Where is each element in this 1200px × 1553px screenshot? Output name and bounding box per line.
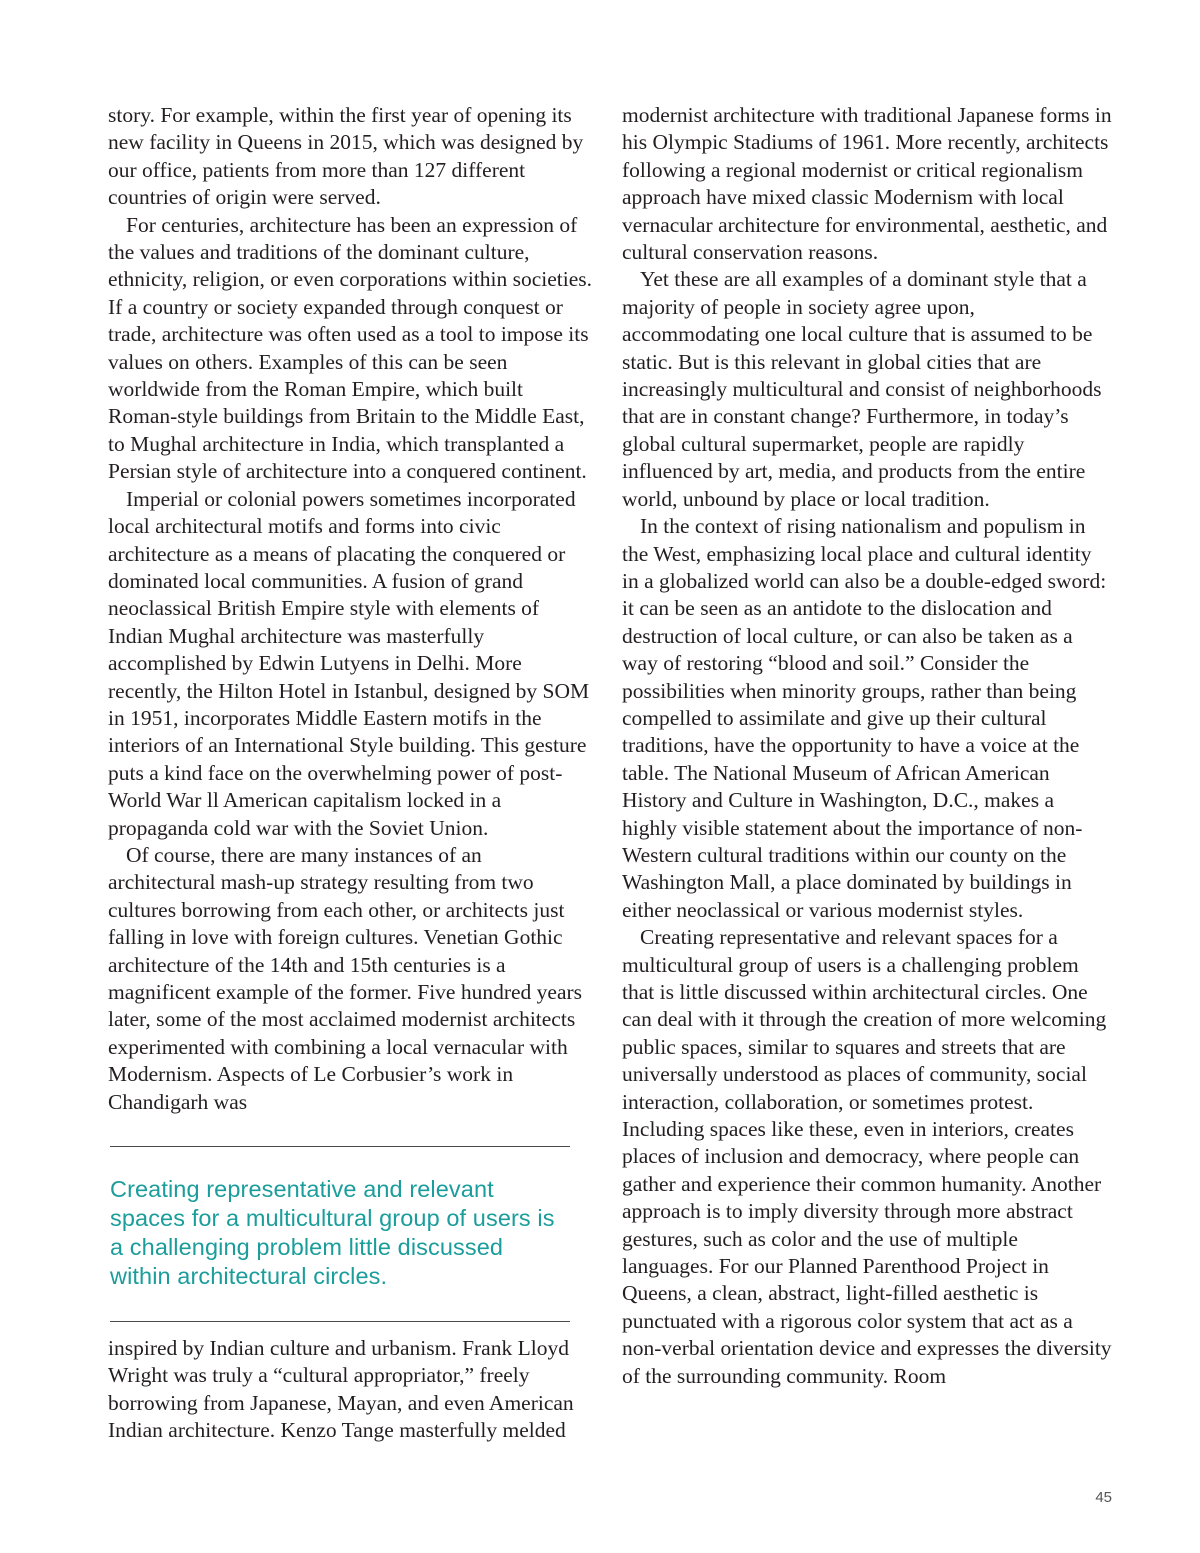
pull-quote-text: Creating representative and relevant spaces for a multicultural group of users is a challenging problem little discussed within architectural circles.	[110, 1176, 555, 1289]
pull-quote	[110, 1146, 570, 1322]
body-paragraph: Of course, there are many instances of an architectural mash-up strategy resulting from two cultures borrowing from each other, or architects just falling in love with foreign cultures. Venetian Gothic architecture of the 14th and 15th centuries is a magnificent example of the former. Five hundred years later, some of the most acclaimed modernist architects experimented with combining a local vernacular with Modernism. Aspects of Le Corbusier’s work in Chandigarh was	[108, 842, 583, 1114]
body-paragraph: inspired by Indian culture and urbanism. Frank Lloyd Wright was truly a “cultural appropriator,” freely borrowing from Japanese, Mayan, and even American Indian architecture. Kenzo Tange masterfully melded	[108, 1336, 574, 1443]
body-paragraph: modernist architecture with traditional Japanese forms in his Olympic Stadiums of 1961. More recently, architects following a regional modernist or critical regionalism approach have mixed classic Modernism with local vernacular architecture for environmental, aesthetic, and cultural conservation reasons.	[622, 103, 1112, 265]
left-column-continuation	[108, 1335, 584, 1445]
body-paragraph: Imperial or colonial powers sometimes incorporated local architectural motifs and forms into civic architecture as a means of placating the conquered or dominated local communities. A fusion of grand neoclassical British Empire style with elements of Indian Mughal architecture was masterfully accomplished by Edwin Lutyens in Delhi. More recently, the Hilton Hotel in Istanbul, designed by SOM in 1951, incorporates Middle Eastern motifs in the interiors of an International Style building. This gesture puts a kind face on the overwhelming power of post-World War ll American capitalism locked in a propaganda cold war with the Soviet Union.	[108, 486, 590, 840]
body-paragraph: Yet these are all examples of a dominant style that a majority of people in society agree upon, accommodating one local culture that is assumed to be static. But is this relevant in global cities that are increasingly multicultural and consist of neighborhoods that are in constant change? Furthermore, in today’s global cultural supermarket, people are rapidly influenced by art, media, and products from the entire world, unbound by place or local tradition.	[622, 267, 1102, 511]
body-paragraph: In the context of rising nationalism and populism in the West, emphasizing local place and cultural identity in a globalized world can also be a double-edged sword: it can be seen as an antidote to the dislocation and destruction of local culture, or can also be taken as a way of restoring “blood and soil.” Consider the possibilities when minority groups, rather than being compelled to assimilate and give up their cultural traditions, have the opportunity to have a voice at the table. The National Museum of African American History and Culture in Washington, D.C., makes a highly visible statement about the importance of non-Western cultural traditions within our county on the Washington Mall, a place dominated by buildings in either neoclassical or various modernist styles.	[622, 514, 1107, 922]
body-paragraph: story. For example, within the first year of opening its new facility in Queens in 2015, which was designed by our office, patients from more than 127 different countries of origin were served.	[108, 103, 584, 210]
right-column	[622, 102, 1112, 1390]
body-paragraph: For centuries, architecture has been an expression of the values and traditions of the dominant culture, ethnicity, religion, or even corporations within societies. If a country or society expanded through conquest or trade, architecture was often used as a tool to impose its values on others. Examples of this can be seen worldwide from the Roman Empire, which built Roman-style buildings from Britain to the Middle East, to Mughal architecture in India, which transplanted a Persian style of architecture into a conquered continent.	[108, 212, 593, 484]
left-column	[108, 102, 594, 1116]
body-paragraph: Creating representative and relevant spaces for a multicultural group of users is a challenging problem that is little discussed within architectural circles. One can deal with it through the creation of more welcoming public spaces, similar to squares and streets that are universally understood as places of community, social interaction, collaboration, or sometimes protest. Including spaces like these, even in interiors, creates places of inclusion and democracy, where people can gather and experience their common humanity. Another approach is to imply diversity through more abstract gestures, such as color and the use of multiple languages. For our Planned Parenthood Project in Queens, a clean, abstract, light-filled aesthetic is punctuated with a rigorous color system that act as a non-verbal orientation device and expresses the diversity of the surrounding community. Room	[622, 925, 1112, 1388]
page-number: 45	[1095, 1489, 1112, 1506]
